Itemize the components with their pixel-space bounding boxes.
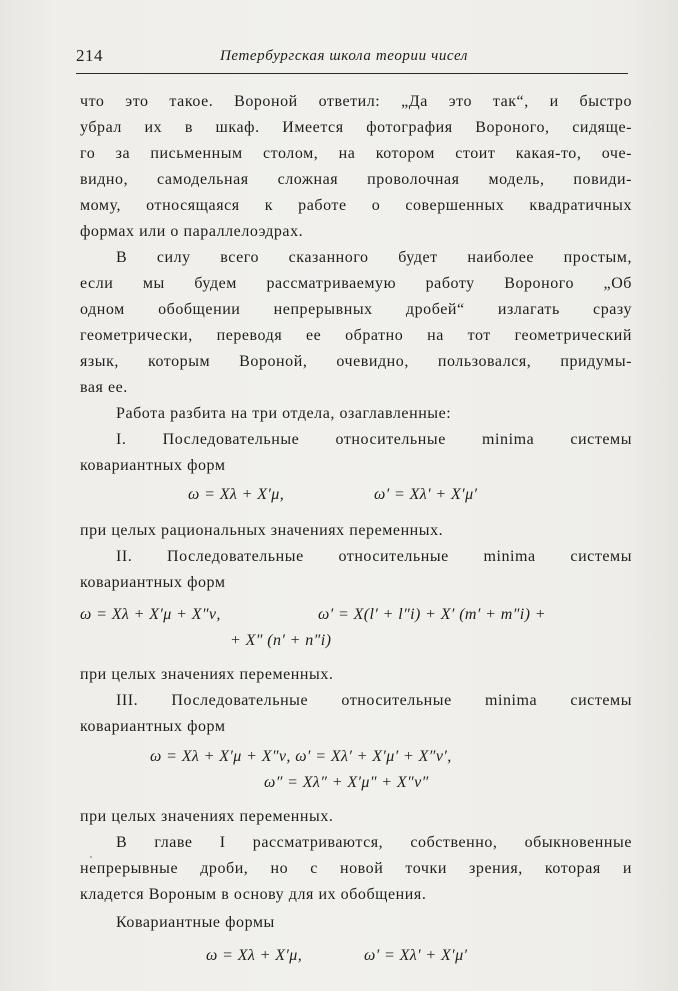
text-line: В главе I рассматриваются, собственно, обыкновенные bbox=[116, 834, 632, 851]
formula: ω = Xλ + X′μ + X″ν, bbox=[80, 606, 221, 623]
text-line: если мы будем рассматриваемую работу Вороного „Об bbox=[80, 275, 632, 292]
text-line: ковариантных форм bbox=[80, 457, 226, 474]
text-line: вая ее. bbox=[80, 379, 128, 396]
text-line: мому, относящаяся к работе о совершенных квадратичных bbox=[80, 197, 632, 214]
formula: ω′ = X(l′ + l″i) + X′ (m′ + m″i) + bbox=[318, 606, 546, 623]
text-line: III. Последовательные относительные minima системы bbox=[116, 692, 632, 709]
formula: ω″ = Xλ″ + X′μ″ + X″ν″ bbox=[264, 774, 429, 791]
text-line: ковариантных форм bbox=[80, 574, 226, 591]
formula: ω′ = Xλ′ + X′μ′ bbox=[364, 947, 468, 964]
text-line: при целых рациональных значениях переменных. bbox=[80, 522, 444, 539]
print-speck bbox=[90, 856, 92, 858]
formula: ω = Xλ + X′μ + X″ν, ω′ = Xλ′ + X′μ′ + X″ν′, bbox=[150, 748, 452, 765]
text-line: убрал их в шкаф. Имеется фотография Вороного, сидяще- bbox=[80, 119, 632, 136]
text-line: при целых значениях переменных. bbox=[80, 666, 334, 683]
text-line: В силу всего сказанного будет наиболее простым, bbox=[116, 249, 632, 266]
text-line: кладется Вороным в основу для их обобщения. bbox=[80, 886, 427, 903]
text-line: одном обобщении непрерывных дробей“ излагать сразу bbox=[80, 301, 632, 318]
text-line: геометрически, переводя ее обратно на тот геометрический bbox=[80, 327, 632, 344]
page-number: 214 bbox=[76, 46, 103, 65]
text-line: Ковариантные формы bbox=[116, 914, 275, 931]
text-line: формах или о параллелоэдрах. bbox=[80, 223, 304, 240]
text-line: при целых значениях переменных. bbox=[80, 808, 334, 825]
header-rule bbox=[76, 73, 628, 74]
text-line: ковариантных форм bbox=[80, 718, 226, 735]
text-line: непрерывные дроби, но с новой точки зрения, которая и bbox=[80, 860, 632, 877]
text-line: Работа разбита на три отдела, озаглавленные: bbox=[116, 405, 452, 422]
running-title: Петербургская школа теории чисел bbox=[220, 48, 469, 64]
formula: ω′ = Xλ′ + X′μ′ bbox=[374, 486, 478, 503]
page-header bbox=[76, 46, 628, 72]
text-line: язык, которым Вороной, очевидно, пользовался, придумы- bbox=[80, 353, 632, 370]
text-line: что это такое. Вороной ответил: „Да это так“, и быстро bbox=[80, 93, 632, 110]
formula: ω = Xλ + X′μ, bbox=[206, 947, 303, 964]
text-line: видно, самодельная сложная проволочная модель, повиди- bbox=[80, 171, 632, 188]
text-line: II. Последовательные относительные minima системы bbox=[116, 548, 632, 565]
formula: ω = Xλ + X′μ, bbox=[188, 486, 285, 503]
text-line: го за письменным столом, на котором стоит какая-то, оче- bbox=[80, 145, 632, 162]
formula: + X″ (n′ + n″i) bbox=[230, 632, 332, 649]
text-line: I. Последовательные относительные minima системы bbox=[116, 431, 632, 448]
